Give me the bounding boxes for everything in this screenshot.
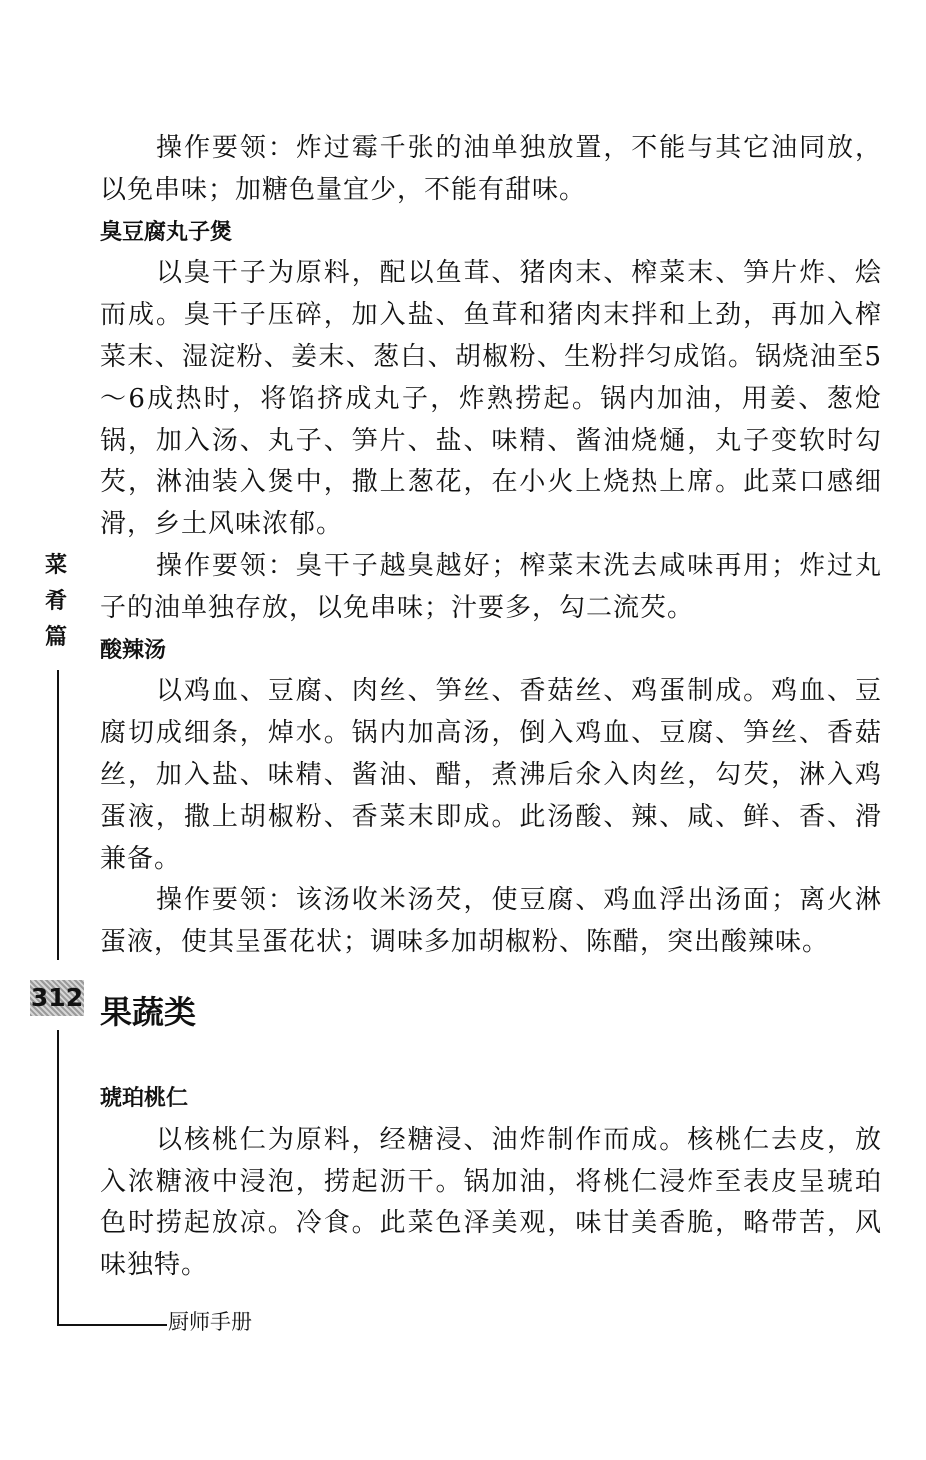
dish-heading: 酸辣汤: [100, 637, 167, 663]
section-heading: 果蔬类: [100, 992, 197, 1031]
tip-paragraph: 操作要领：臭干子越臭越好；榨菜末洗去咸味再用；炸过丸子的油单独存放，以免串味；汁要多，勾二流芡。: [100, 550, 882, 623]
footer-book-title: 厨师手册: [168, 1310, 252, 1334]
side-label-char: 篇: [44, 625, 67, 650]
section-side-label: [40, 548, 72, 656]
margin-rule-upper: [57, 670, 59, 960]
dish-heading: 臭豆腐丸子煲: [100, 219, 233, 245]
margin-rule-lower: [57, 1030, 59, 1325]
dish-description: 以核桃仁为原料，经糖浸、油炸制作而成。核桃仁去皮，放入浓糖液中浸泡，捞起沥干。锅加油，将桃仁浸炸至表皮呈琥珀色时捞起放凉。冷食。此菜色泽美观，味甘美香脆，略带苦，风味独特。: [100, 1124, 882, 1281]
page-number: 312: [30, 980, 84, 1016]
tip-paragraph: 操作要领：炸过霉千张的油单独放置，不能与其它油同放，以免串味；加糖色量宜少，不能有甜味。: [100, 133, 882, 205]
tip-paragraph: 操作要领：该汤收米汤芡，使豆腐、鸡血浮出汤面；离火淋蛋液，使其呈蛋花状；调味多加胡椒粉、陈醋，突出酸辣味。: [100, 885, 882, 958]
dish-description: 以鸡血、豆腐、肉丝、笋丝、香菇丝、鸡蛋制成。鸡血、豆腐切成细条，焯水。锅内加高汤，倒入鸡血、豆腐、笋丝、香菇丝，加入盐、味精、酱油、醋，煮沸后氽入肉丝，勾芡，淋入鸡蛋液，撒上胡椒粉、香菜末即成。此汤酸、辣、咸、鲜、香、滑兼备。: [100, 676, 882, 874]
footer-rule: [57, 1324, 167, 1326]
side-label-char: 菜: [44, 553, 67, 578]
dish-description: 以臭干子为原料，配以鱼茸、猪肉末、榨菜末、笋片炸、烩而成。臭干子压碎，加入盐、鱼茸和猪肉末拌和上劲，再加入榨菜末、湿淀粉、姜末、葱白、胡椒粉、生粉拌匀成馅。锅烧油至5～6成热时，将馅挤成丸子，炸熟捞起。锅内加油，用姜、葱炝锅，加入汤、丸子、笋片、盐、味精、酱油烧熥，丸子变软时勾芡，淋油装入煲中，撒上葱花，在小火上烧热上席。此菜口感细滑，乡土风味浓郁。: [100, 258, 882, 540]
page-body: [100, 128, 882, 1287]
dish-heading: 琥珀桃仁: [100, 1085, 189, 1111]
side-label-char: 肴: [44, 589, 67, 614]
